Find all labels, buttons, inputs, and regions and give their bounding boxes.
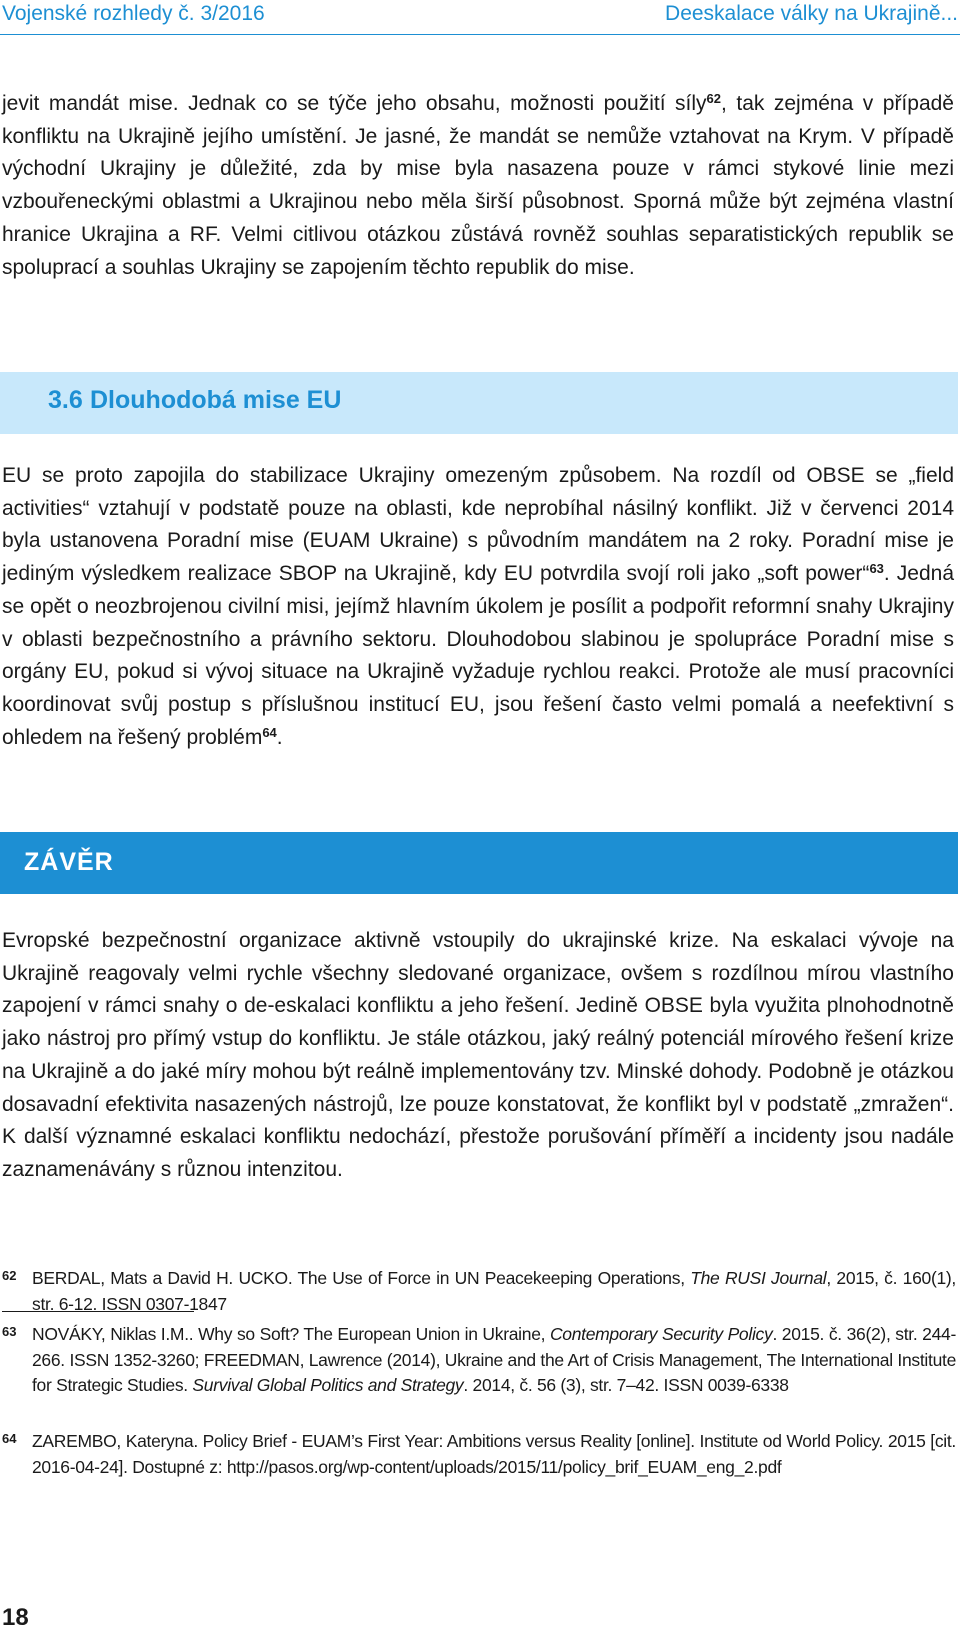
conclusion-title: ZÁVĚR	[24, 848, 114, 876]
footnote-text: ZAREMBO, Kateryna. Policy Brief - EUAM’s First Year: Ambitions versus Reality [online]. Institute od World Policy. 2015 [cit. 2016-04-24]. Dostupné z: http://pasos.org/wp-content/uploads/2015/11/policy_brif_EUAM_eng_2.pdf	[32, 1431, 956, 1477]
section-number: 3.6	[48, 386, 83, 414]
conclusion-heading-band	[0, 832, 958, 894]
paragraph-conclusion: Evropské bezpečnostní organizace aktivně vstoupily do ukrajinské krize. Na eskalaci vývoje na Ukrajině reagovaly velmi rychle všechny sledované organizace, ovšem s rozdílnou mírou vlastního zapojení v rámci snahy o de-eskalaci konfliktu a jeho řešení. Jedině OBSE byla využita plnohodnotně jako nástroj pro přímý vstup do konfliktu. Je stále otázkou, jaký reálný potenciál mírového řešení krize na Ukrajině a do jaké míry mohou být reálně implementovány tzv. Minské dohody. Podobně je otázkou dosavadní efektivita nasazených nástrojů, lze pouze konstatovat, že konflikt byl v podstatě „zmražen“. K další významné eskalaci konfliktu nedochází, přestože porušování příměří a incidenty jsou nadále zaznamenávány s různou intenzitou.	[2, 929, 954, 1181]
page-number: 18	[2, 1604, 29, 1631]
footnote-number: 63	[2, 1324, 17, 1339]
running-header	[0, 0, 960, 35]
footnote-number: 64	[2, 1431, 17, 1446]
footnote-text: NOVÁKY, Niklas I.M.. Why so Soft? The European Union in Ukraine, Contemporary Security Policy. 2015. č. 36(2), str. 244-266. ISSN 1352-3260; FREEDMAN, Lawrence (2014), Ukraine and the Art of Crisis Management, The International Institute for Strategic Studies. Survival Global Politics and Strategy. 2014, č. 56 (3), str. 7–42. ISSN 0039-6338	[32, 1324, 956, 1395]
paragraph-eu-mission: EU se proto zapojila do stabilizace Ukrajiny omezeným způsobem. Na rozdíl od OBSE se „field activities“ vztahují v podstatě pouze na oblasti, kde neprobíhal násilný konflikt. Již v červenci 2014 byla ustanovena Poradní mise (EUAM Ukraine) s původním mandátem na 2 roky. Poradní mise je jediným výsledkem realizace SBOP na Ukrajině, kdy EU potvrdila svojí roli jako „soft power“$^{63}$. Jedná se opět o neozbrojenou civilní misi, jejímž hlavním úkolem je posílit a podpořit reformní snahy Ukrajiny v oblasti bezpečnostního a právního sektoru. Dlouhodobou slabinou je spolupráce Poradní mise s orgány EU, pokud si vývoj situace na Ukrajině vyžaduje rychlou reakci. Protože ale musí pracovníci koordinovat svůj postup s příslušnou institucí EU, jsou řešení často velmi pomalá a neefektivní s ohledem na řešený problém$^{64}$.	[2, 464, 955, 749]
running-article-title: Deeskalace války na Ukrajině...	[665, 2, 958, 25]
footnote-ref-64[interactable]: 64	[262, 724, 277, 740]
section-heading-band	[0, 372, 958, 434]
journal-title: Vojenské rozhledy č. 3/2016	[2, 2, 265, 25]
section-title: Dlouhodobá mise EU	[90, 386, 342, 414]
footnote-number: 62	[2, 1268, 17, 1283]
footnote-ref-62[interactable]: 62	[706, 91, 722, 106]
footnote-ref-63[interactable]: 63	[869, 561, 884, 577]
footnote-text: BERDAL, Mats a David H. UCKO. The Use of Force in UN Peacekeeping Operations, The RUSI Journal, 2015, č. 160(1), str. 6-12. ISSN 0307-1847	[32, 1268, 956, 1314]
paragraph-mandate: jevit mandát mise. Jednak co se týče jeho obsahu, možnosti použití síly$^{62}$, tak zejména v případě konfliktu na Ukrajině jejího umístění. Je jasné, že mandát se nemůže vztahovat na Krym. V případě východní Ukrajiny je důležité, zda by mise byla nasazena pouze v rámci stykové linie mezi vzbouřeneckými oblastmi a Ukrajinou nebo měla širší působnost. Sporná může být zejména vlastní hranice Ukrajina a RF. Velmi citlivou otázkou zůstává rovněž souhlas separatistických republik se spoluprací a souhlas Ukrajiny se zapojením těchto republik do mise.	[2, 91, 954, 279]
